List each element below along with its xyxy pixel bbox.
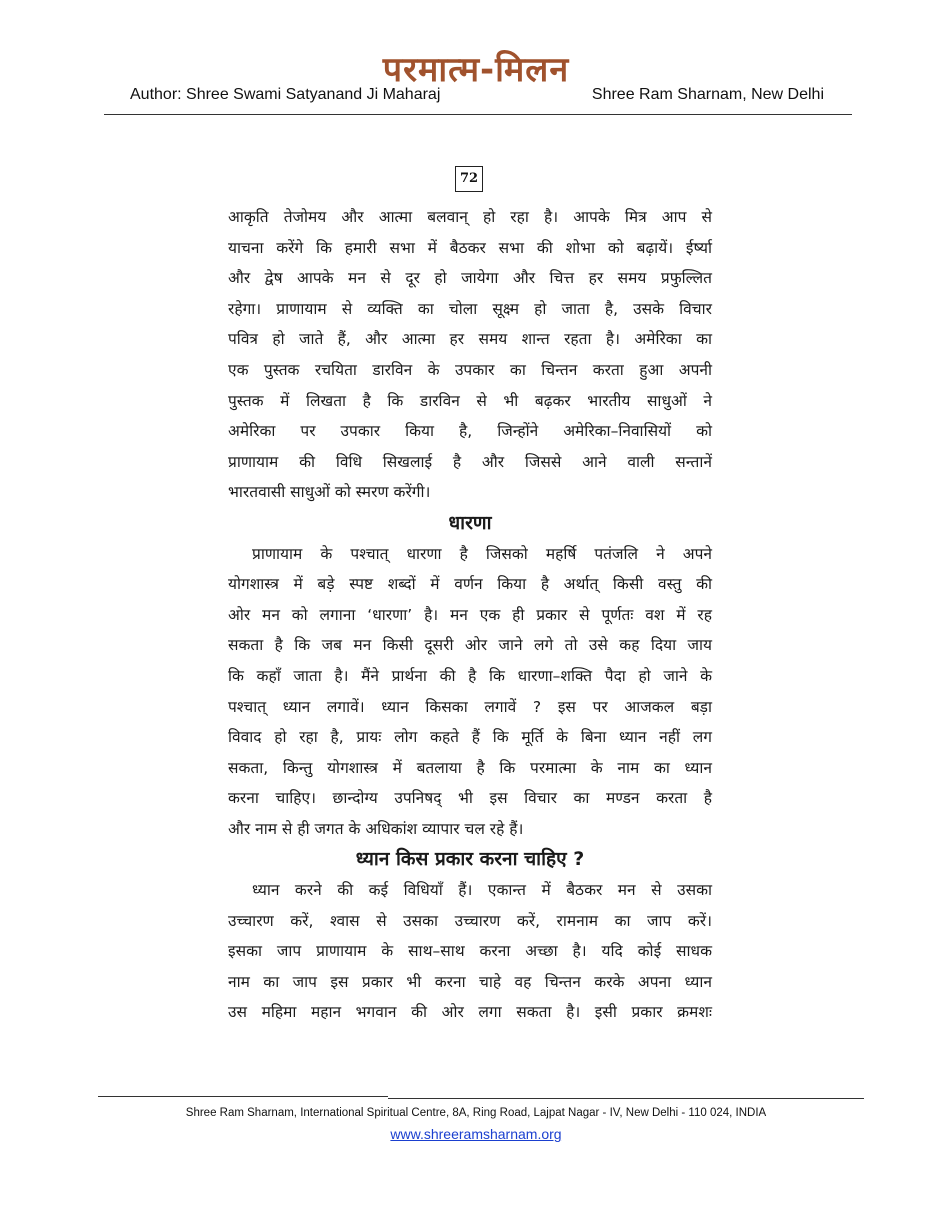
header-divider: [104, 114, 852, 115]
body-line: पुस्तक में लिखता है कि डारविन से भी बढ़कर भारतीय साधुओं ने: [228, 391, 712, 410]
body-line: प्राणायाम के पश्चात् धारणा है जिसको महर्षि पतंजलि ने अपने: [252, 544, 712, 563]
body-line: उच्चारण करें, श्वास से उसका उच्चारण करें, रामनाम का जाप करें।: [228, 911, 712, 930]
body-line: करना चाहिए। छान्दोग्य उपनिषद् भी इस विचार का मण्डन करता है: [228, 789, 712, 808]
author-line: Author: Shree Swami Satyanand Ji Maharaj: [130, 86, 441, 103]
section-heading-dharana: धारणा: [448, 511, 492, 534]
body-line: सकता, किन्तु योगशास्त्र में बतलाया है कि परमात्मा के नाम का ध्यान: [228, 758, 712, 777]
body-line: एक पुस्तक रचयिता डारविन के उपकार का चिन्तन करता हुआ अपनी: [228, 360, 712, 379]
publisher-line: Shree Ram Sharnam, New Delhi: [591, 86, 824, 103]
body-line: नाम का जाप इस प्रकार भी करना चाहे वह चिन्तन करके अपना ध्यान: [228, 972, 712, 991]
body-line: पश्चात् ध्यान लगावें। ध्यान किसका लगावें ? इस पर आजकल बड़ा: [228, 697, 712, 716]
body-line: आकृति तेजोमय और आत्मा बलवान् हो रहा है। आपके मित्र आप से: [228, 208, 712, 226]
body-line: और नाम से ही जगत के अधिकांश व्यापार चल रहे हैं।: [228, 819, 524, 838]
page-number: 72: [455, 166, 483, 192]
section-heading-dhyan: ध्यान किस प्रकार करना चाहिए ?: [355, 848, 585, 871]
footer-divider-left: [98, 1096, 388, 1097]
page-body: [228, 202, 712, 1028]
footer-address: Shree Ram Sharnam, International Spiritual Centre, 8A, Ring Road, Lajpat Nagar - IV, New Delhi - 110 024, INDIA: [185, 1107, 767, 1119]
footer-divider-right: [388, 1098, 864, 1099]
body-line: इसका जाप प्राणायाम के साथ–साथ करना अच्छा है। यदि कोई साधक: [228, 942, 712, 961]
website-link[interactable]: www.shreeramsharnam.org: [390, 1126, 562, 1142]
body-line: उस महिमा महान भगवान की ओर लगा सकता है। इसी प्रकार क्रमशः: [228, 1003, 712, 1022]
body-line: याचना करेंगे कि हमारी सभा में बैठकर सभा की शोभा को बढ़ायें। ईर्ष्या: [228, 238, 712, 257]
body-line: रहेगा। प्राणायाम से व्यक्ति का चोला सूक्ष्म हो जाता है, उसके विचार: [228, 299, 712, 318]
body-line: भारतवासी साधुओं को स्मरण करेंगी।: [228, 483, 431, 502]
body-line: अमेरिका पर उपकार किया है, जिन्होंने अमेरिका–निवासियों को: [228, 422, 712, 441]
body-line: योगशास्त्र में बड़े स्पष्ट शब्दों में वर्णन किया है अर्थात् किसी वस्तु की: [228, 575, 712, 594]
body-line: कि कहाँ जाता है। मैंने प्रार्थना की है कि धारणा–शक्ति पैदा हो जाने के: [228, 666, 712, 685]
body-line: प्राणायाम की विधि सिखलाई है और जिससे आने वाली सन्तानें: [228, 452, 712, 471]
body-line: और द्वेष आपके मन से दूर हो जायेगा और चित्त हर समय प्रफुल्लित: [228, 269, 712, 288]
body-line: सकता है कि जब मन किसी दूसरी ओर जाने लगे तो उसे कह दिया जाय: [228, 636, 712, 655]
brand-title: परमात्म-मिलन: [382, 50, 570, 90]
body-line: ओर मन को लगाना ‘धारणा’ है। मन एक ही प्रकार से पूर्णतः वश में रह: [228, 605, 712, 624]
body-line: विवाद हो रहा है, प्रायः लोग कहते हैं कि मूर्ति के बिना ध्यान नहीं लग: [228, 728, 712, 747]
body-line: पवित्र हो जाते हैं, और आत्मा हर समय शान्त रहता है। अमेरिका का: [228, 330, 712, 349]
body-line: ध्यान करने की कई विधियाँ हैं। एकान्त में बैठकर मन से उसका: [252, 881, 712, 900]
